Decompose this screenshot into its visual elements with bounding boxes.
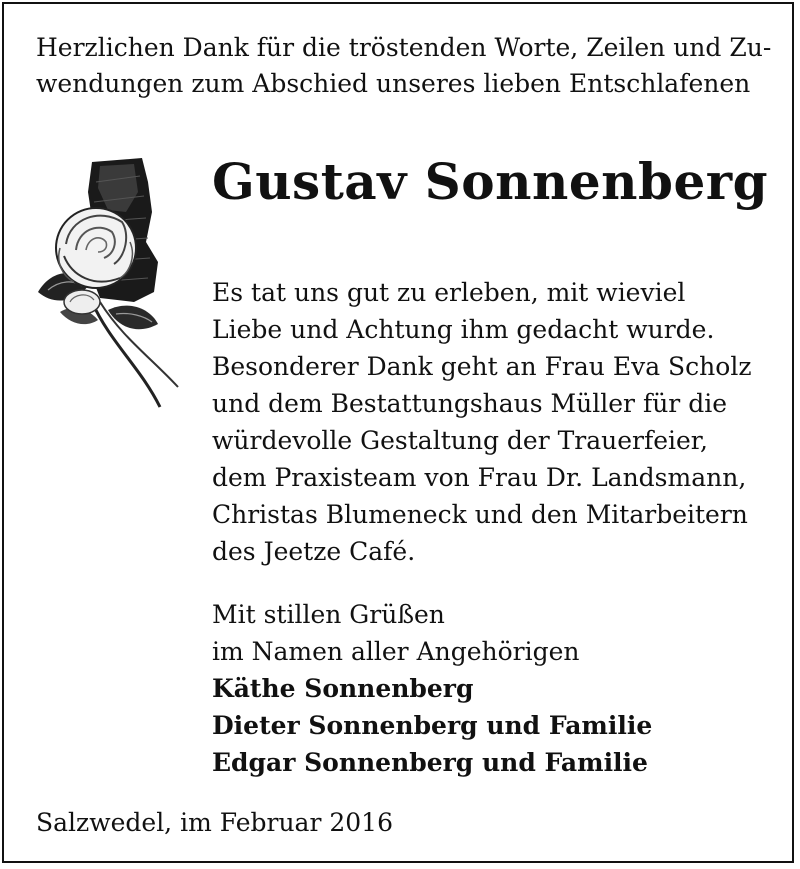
signatory: Käthe Sonnenberg bbox=[212, 674, 474, 703]
body-line: würdevolle Gestaltung der Trauerfeier, bbox=[212, 426, 708, 455]
intro-line: Herzlichen Dank für die tröstenden Worte, Zeilen und Zu- bbox=[36, 33, 772, 62]
signatory: Edgar Sonnenberg und Familie bbox=[212, 748, 648, 777]
intro-text bbox=[36, 30, 776, 102]
intro-line: wendungen zum Abschied unseres lieben Entschlafenen bbox=[36, 69, 751, 98]
closing-on-behalf: im Namen aller Angehörigen bbox=[212, 637, 580, 666]
body-line: Besonderer Dank geht an Frau Eva Scholz bbox=[212, 352, 752, 381]
body-line: Es tat uns gut zu erleben, mit wieviel bbox=[212, 278, 686, 307]
body-line: des Jeetze Café. bbox=[212, 537, 416, 566]
deceased-name: Gustav Sonnenberg bbox=[212, 152, 769, 211]
place-date: Salzwedel, im Februar 2016 bbox=[36, 808, 393, 837]
closing-block bbox=[212, 596, 652, 781]
body-line: und dem Bestattungshaus Müller für die bbox=[212, 389, 727, 418]
closing-greeting: Mit stillen Grüßen bbox=[212, 600, 445, 629]
signatory: Dieter Sonnenberg und Familie bbox=[212, 711, 653, 740]
notice-frame bbox=[2, 2, 794, 863]
thanks-paragraph bbox=[212, 274, 752, 570]
rose-icon bbox=[30, 152, 190, 422]
body-line: dem Praxisteam von Frau Dr. Landsmann, bbox=[212, 463, 747, 492]
body-line: Christas Blumeneck und den Mitarbeitern bbox=[212, 500, 748, 529]
body-line: Liebe und Achtung ihm gedacht wurde. bbox=[212, 315, 715, 344]
